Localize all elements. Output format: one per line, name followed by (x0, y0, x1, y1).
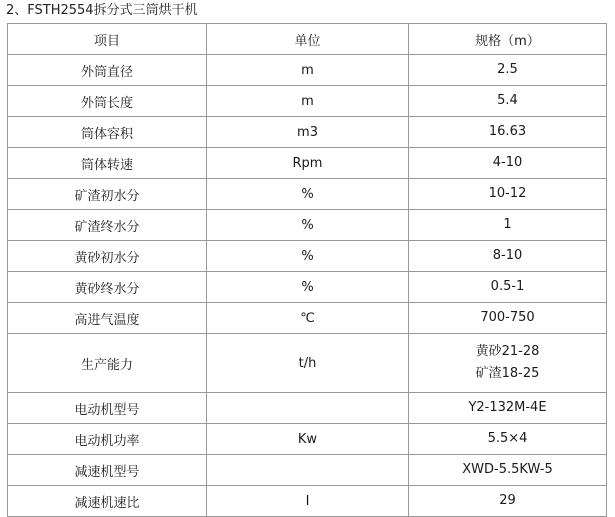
cell-spec-line: 10-12 (488, 186, 527, 201)
cell-spec (409, 148, 607, 179)
cell-spec-line: 2.5 (497, 62, 518, 77)
cell-item: 电动机型号 (8, 393, 207, 424)
cell-spec (409, 55, 607, 86)
cell-unit: % (207, 210, 409, 241)
cell-item: 减速机型号 (8, 455, 207, 486)
spec-table-body (8, 24, 607, 517)
cell-spec (409, 303, 607, 334)
cell-item: 矿渣终水分 (8, 210, 207, 241)
cell-spec-line: 矿渣18-25 (475, 366, 540, 381)
cell-spec (409, 486, 607, 517)
cell-item: 减速机速比 (8, 486, 207, 517)
cell-spec (409, 179, 607, 210)
cell-spec (409, 210, 607, 241)
cell-spec (409, 241, 607, 272)
cell-item: 矿渣初水分 (8, 179, 207, 210)
cell-spec-line: Y2-132M-4E (468, 400, 547, 415)
cell-item: 黄砂初水分 (8, 241, 207, 272)
cell-spec-line: 8-10 (492, 248, 523, 263)
cell-spec-line: XWD-5.5KW-5 (462, 462, 553, 477)
cell-item: 电动机功率 (8, 424, 207, 455)
column-header-spec: 规格（m） (409, 24, 607, 55)
column-header-unit: 单位 (207, 24, 409, 55)
cell-spec (409, 117, 607, 148)
cell-spec (409, 393, 607, 424)
table-row (8, 210, 607, 241)
table-row (8, 179, 607, 210)
page-heading: 2、FSTH2554拆分式三筒烘干机 (6, 3, 198, 18)
cell-spec-line: 4-10 (492, 155, 523, 170)
table-row (8, 393, 607, 424)
cell-unit: ℃ (207, 303, 409, 334)
cell-item: 外筒长度 (8, 86, 207, 117)
cell-spec (409, 334, 607, 393)
cell-item: 筒体转速 (8, 148, 207, 179)
table-row (8, 334, 607, 393)
cell-spec-line: 16.63 (488, 124, 527, 139)
table-row (8, 241, 607, 272)
table-row (8, 55, 607, 86)
cell-item: 黄砂终水分 (8, 272, 207, 303)
table-row (8, 117, 607, 148)
table-row (8, 424, 607, 455)
cell-unit: Rpm (207, 148, 409, 179)
cell-unit: t/h (207, 334, 409, 393)
cell-unit (207, 455, 409, 486)
cell-spec (409, 455, 607, 486)
cell-item: 生产能力 (8, 334, 207, 393)
cell-spec-line: 700-750 (480, 310, 535, 325)
table-row (8, 455, 607, 486)
cell-unit: Kw (207, 424, 409, 455)
column-header-item: 项目 (8, 24, 207, 55)
cell-unit: I (207, 486, 409, 517)
cell-spec-line: 5.5×4 (487, 431, 528, 446)
cell-spec (409, 424, 607, 455)
cell-spec-line: 29 (499, 493, 516, 508)
table-row (8, 86, 607, 117)
cell-unit: m3 (207, 117, 409, 148)
spec-table (7, 23, 607, 517)
cell-item: 外筒直径 (8, 55, 207, 86)
cell-unit: m (207, 86, 409, 117)
cell-unit: % (207, 179, 409, 210)
cell-spec-line: 0.5-1 (490, 279, 525, 294)
cell-unit: m (207, 55, 409, 86)
table-row (8, 148, 607, 179)
table-row (8, 272, 607, 303)
cell-spec (409, 272, 607, 303)
table-row (8, 486, 607, 517)
table-header-row (8, 24, 607, 55)
cell-item: 高进气温度 (8, 303, 207, 334)
cell-unit: % (207, 241, 409, 272)
cell-spec-line: 黄砂21-28 (475, 344, 540, 359)
cell-spec (409, 86, 607, 117)
cell-spec-line: 5.4 (497, 93, 518, 108)
cell-spec-line: 1 (503, 217, 512, 232)
cell-unit: % (207, 272, 409, 303)
table-row (8, 303, 607, 334)
cell-unit (207, 393, 409, 424)
cell-item: 筒体容积 (8, 117, 207, 148)
